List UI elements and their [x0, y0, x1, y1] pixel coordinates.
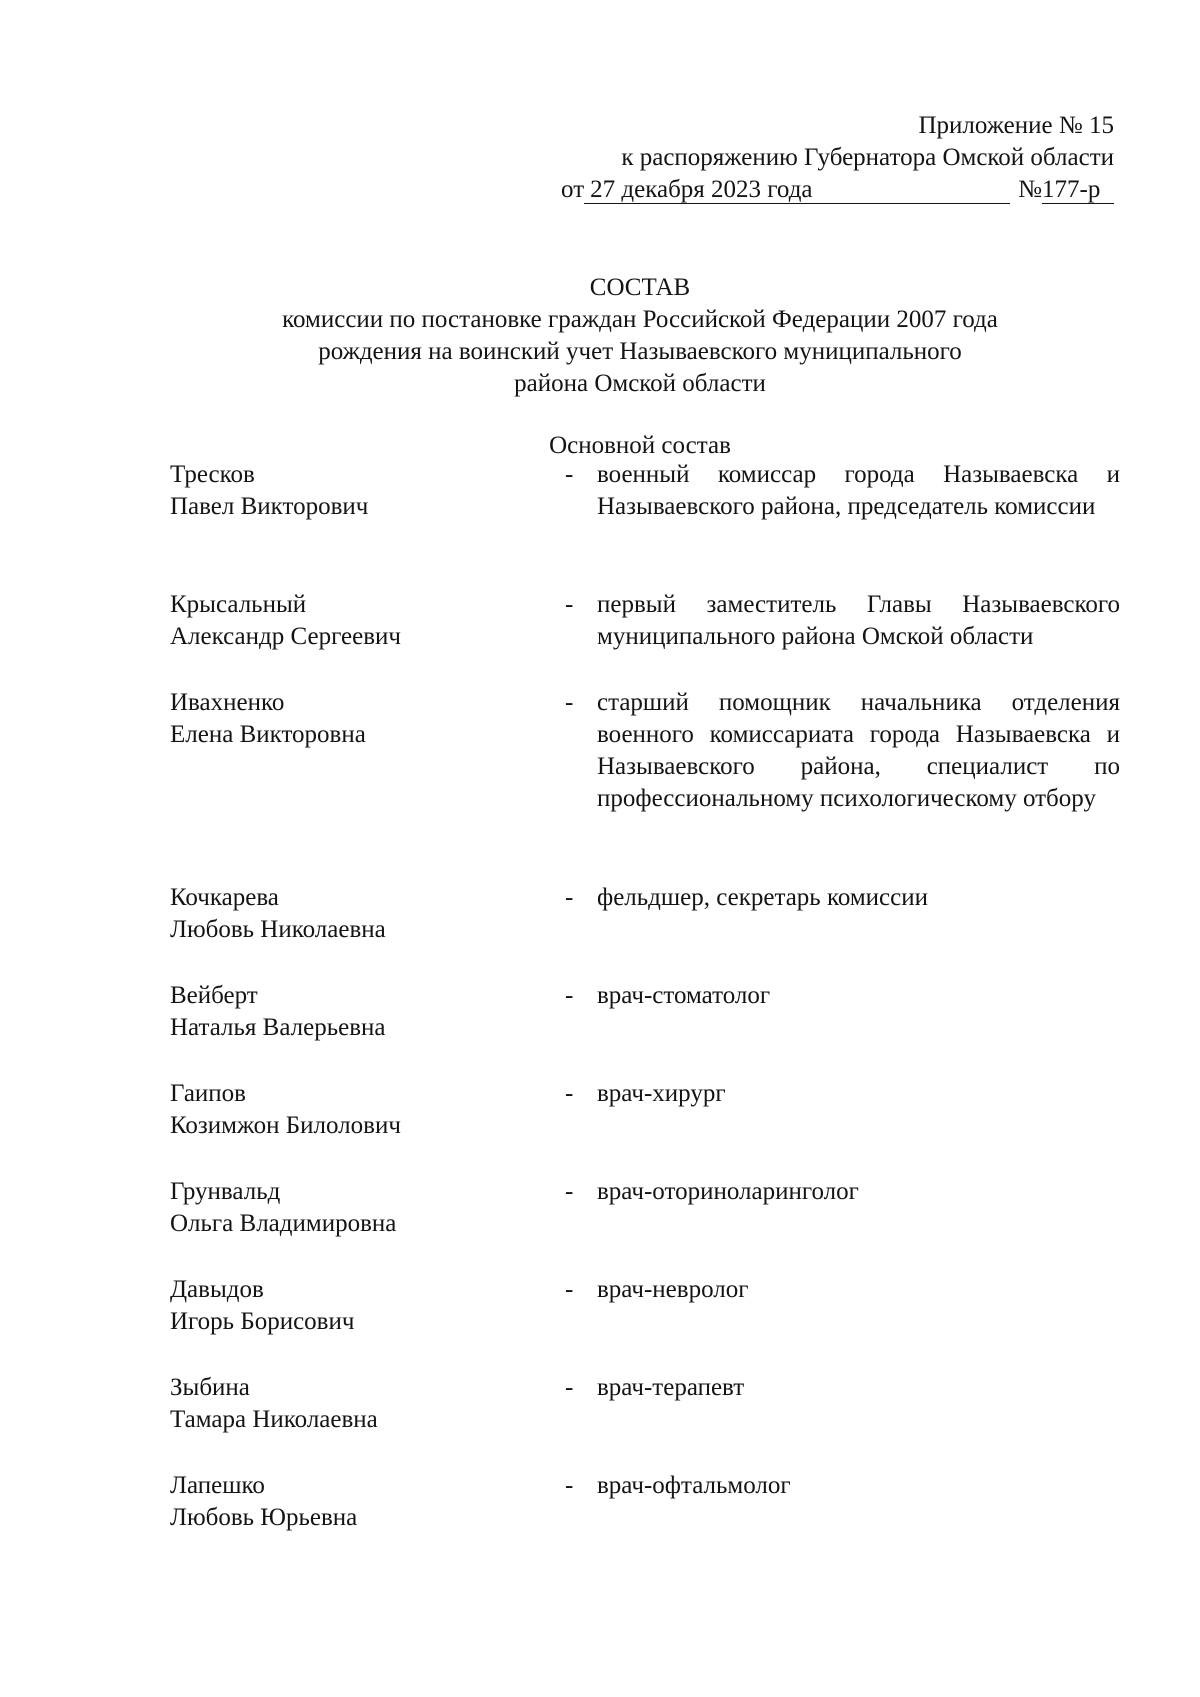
- member-surname: Гаипов: [170, 1080, 246, 1107]
- member-name: [170, 687, 550, 751]
- member-name: [170, 1372, 550, 1436]
- member-role: врач-терапевт: [597, 1374, 745, 1401]
- member-role: старший помощник начальника отделения военного комиссариата города Называевска и Называевского района, специалист по профессиональному психологическому отбору: [597, 689, 1120, 812]
- member-given-name: Наталья Валерьевна: [170, 1014, 386, 1041]
- member-dash: -: [565, 1374, 574, 1401]
- member-surname: Кочкарева: [170, 884, 279, 911]
- member-dash: -: [565, 591, 574, 618]
- document-title: [140, 272, 1140, 400]
- member-given-name: Козимжон Билолович: [170, 1112, 401, 1139]
- member-dash: -: [565, 1080, 574, 1107]
- title-line-2: рождения на воинский учет Называевского муниципального: [318, 338, 962, 365]
- member-surname: Лапешко: [170, 1472, 265, 1499]
- member-role: первый заместитель Главы Называевского муниципального района Омской области: [597, 591, 1120, 650]
- member-role: врач-хирург: [597, 1080, 726, 1107]
- appendix-header: [494, 110, 1114, 206]
- title-line-3: района Омской области: [514, 370, 766, 397]
- order-reference: к распоряжению Губернатора Омской области: [621, 144, 1114, 171]
- member-role: военный комиссар города Называевска и Называевского района, председатель комиссии: [597, 461, 1120, 520]
- member-surname: Давыдов: [170, 1276, 264, 1303]
- member-given-name: Александр Сергеевич: [170, 623, 401, 650]
- member-dash: -: [565, 884, 574, 911]
- member-name: [170, 1470, 550, 1534]
- member-role: врач-офтальмолог: [597, 1472, 791, 1499]
- order-number: 177-р: [1042, 177, 1114, 204]
- member-given-name: Тамара Николаевна: [170, 1406, 378, 1433]
- member-given-name: Ольга Владимировна: [170, 1210, 397, 1237]
- member-name: [170, 882, 550, 946]
- member-dash: -: [565, 1178, 574, 1205]
- order-date: 27 декабря 2023 года: [584, 177, 1010, 204]
- member-role: фельдшер, секретарь комиссии: [597, 884, 929, 911]
- member-given-name: Павел Викторович: [170, 493, 369, 520]
- member-surname: Грунвальд: [170, 1178, 281, 1205]
- member-given-name: Любовь Николаевна: [170, 916, 386, 943]
- member-name: [170, 1078, 550, 1142]
- member-given-name: Игорь Борисович: [170, 1308, 355, 1335]
- member-surname: Ивахненко: [170, 689, 285, 716]
- title-heading: СОСТАВ: [589, 274, 691, 301]
- member-role: врач-невролог: [597, 1276, 749, 1303]
- order-date-line: [494, 174, 1114, 206]
- member-surname: Крысальный: [170, 591, 307, 618]
- section-title: Основной состав: [549, 432, 731, 459]
- member-dash: -: [565, 461, 574, 488]
- date-prefix: от: [561, 176, 585, 203]
- member-surname: Зыбина: [170, 1374, 250, 1401]
- appendix-number: Приложение № 15: [918, 112, 1114, 139]
- member-dash: -: [565, 1276, 574, 1303]
- member-name: [170, 1274, 550, 1338]
- member-given-name: Елена Викторовна: [170, 721, 366, 748]
- member-name: [170, 980, 550, 1044]
- member-given-name: Любовь Юрьевна: [170, 1504, 358, 1531]
- member-name: [170, 459, 550, 523]
- member-surname: Тресков: [170, 461, 255, 488]
- member-role: врач-оториноларинголог: [597, 1178, 859, 1205]
- member-surname: Вейберт: [170, 982, 258, 1009]
- member-dash: -: [565, 982, 574, 1009]
- number-prefix: №: [1018, 176, 1042, 203]
- member-name: [170, 1176, 550, 1240]
- member-name: [170, 589, 550, 653]
- member-role: врач-стоматолог: [597, 982, 771, 1009]
- title-line-1: комиссии по постановке граждан Российской Федерации 2007 года: [282, 306, 998, 333]
- member-dash: -: [565, 1472, 574, 1499]
- member-dash: -: [565, 689, 574, 716]
